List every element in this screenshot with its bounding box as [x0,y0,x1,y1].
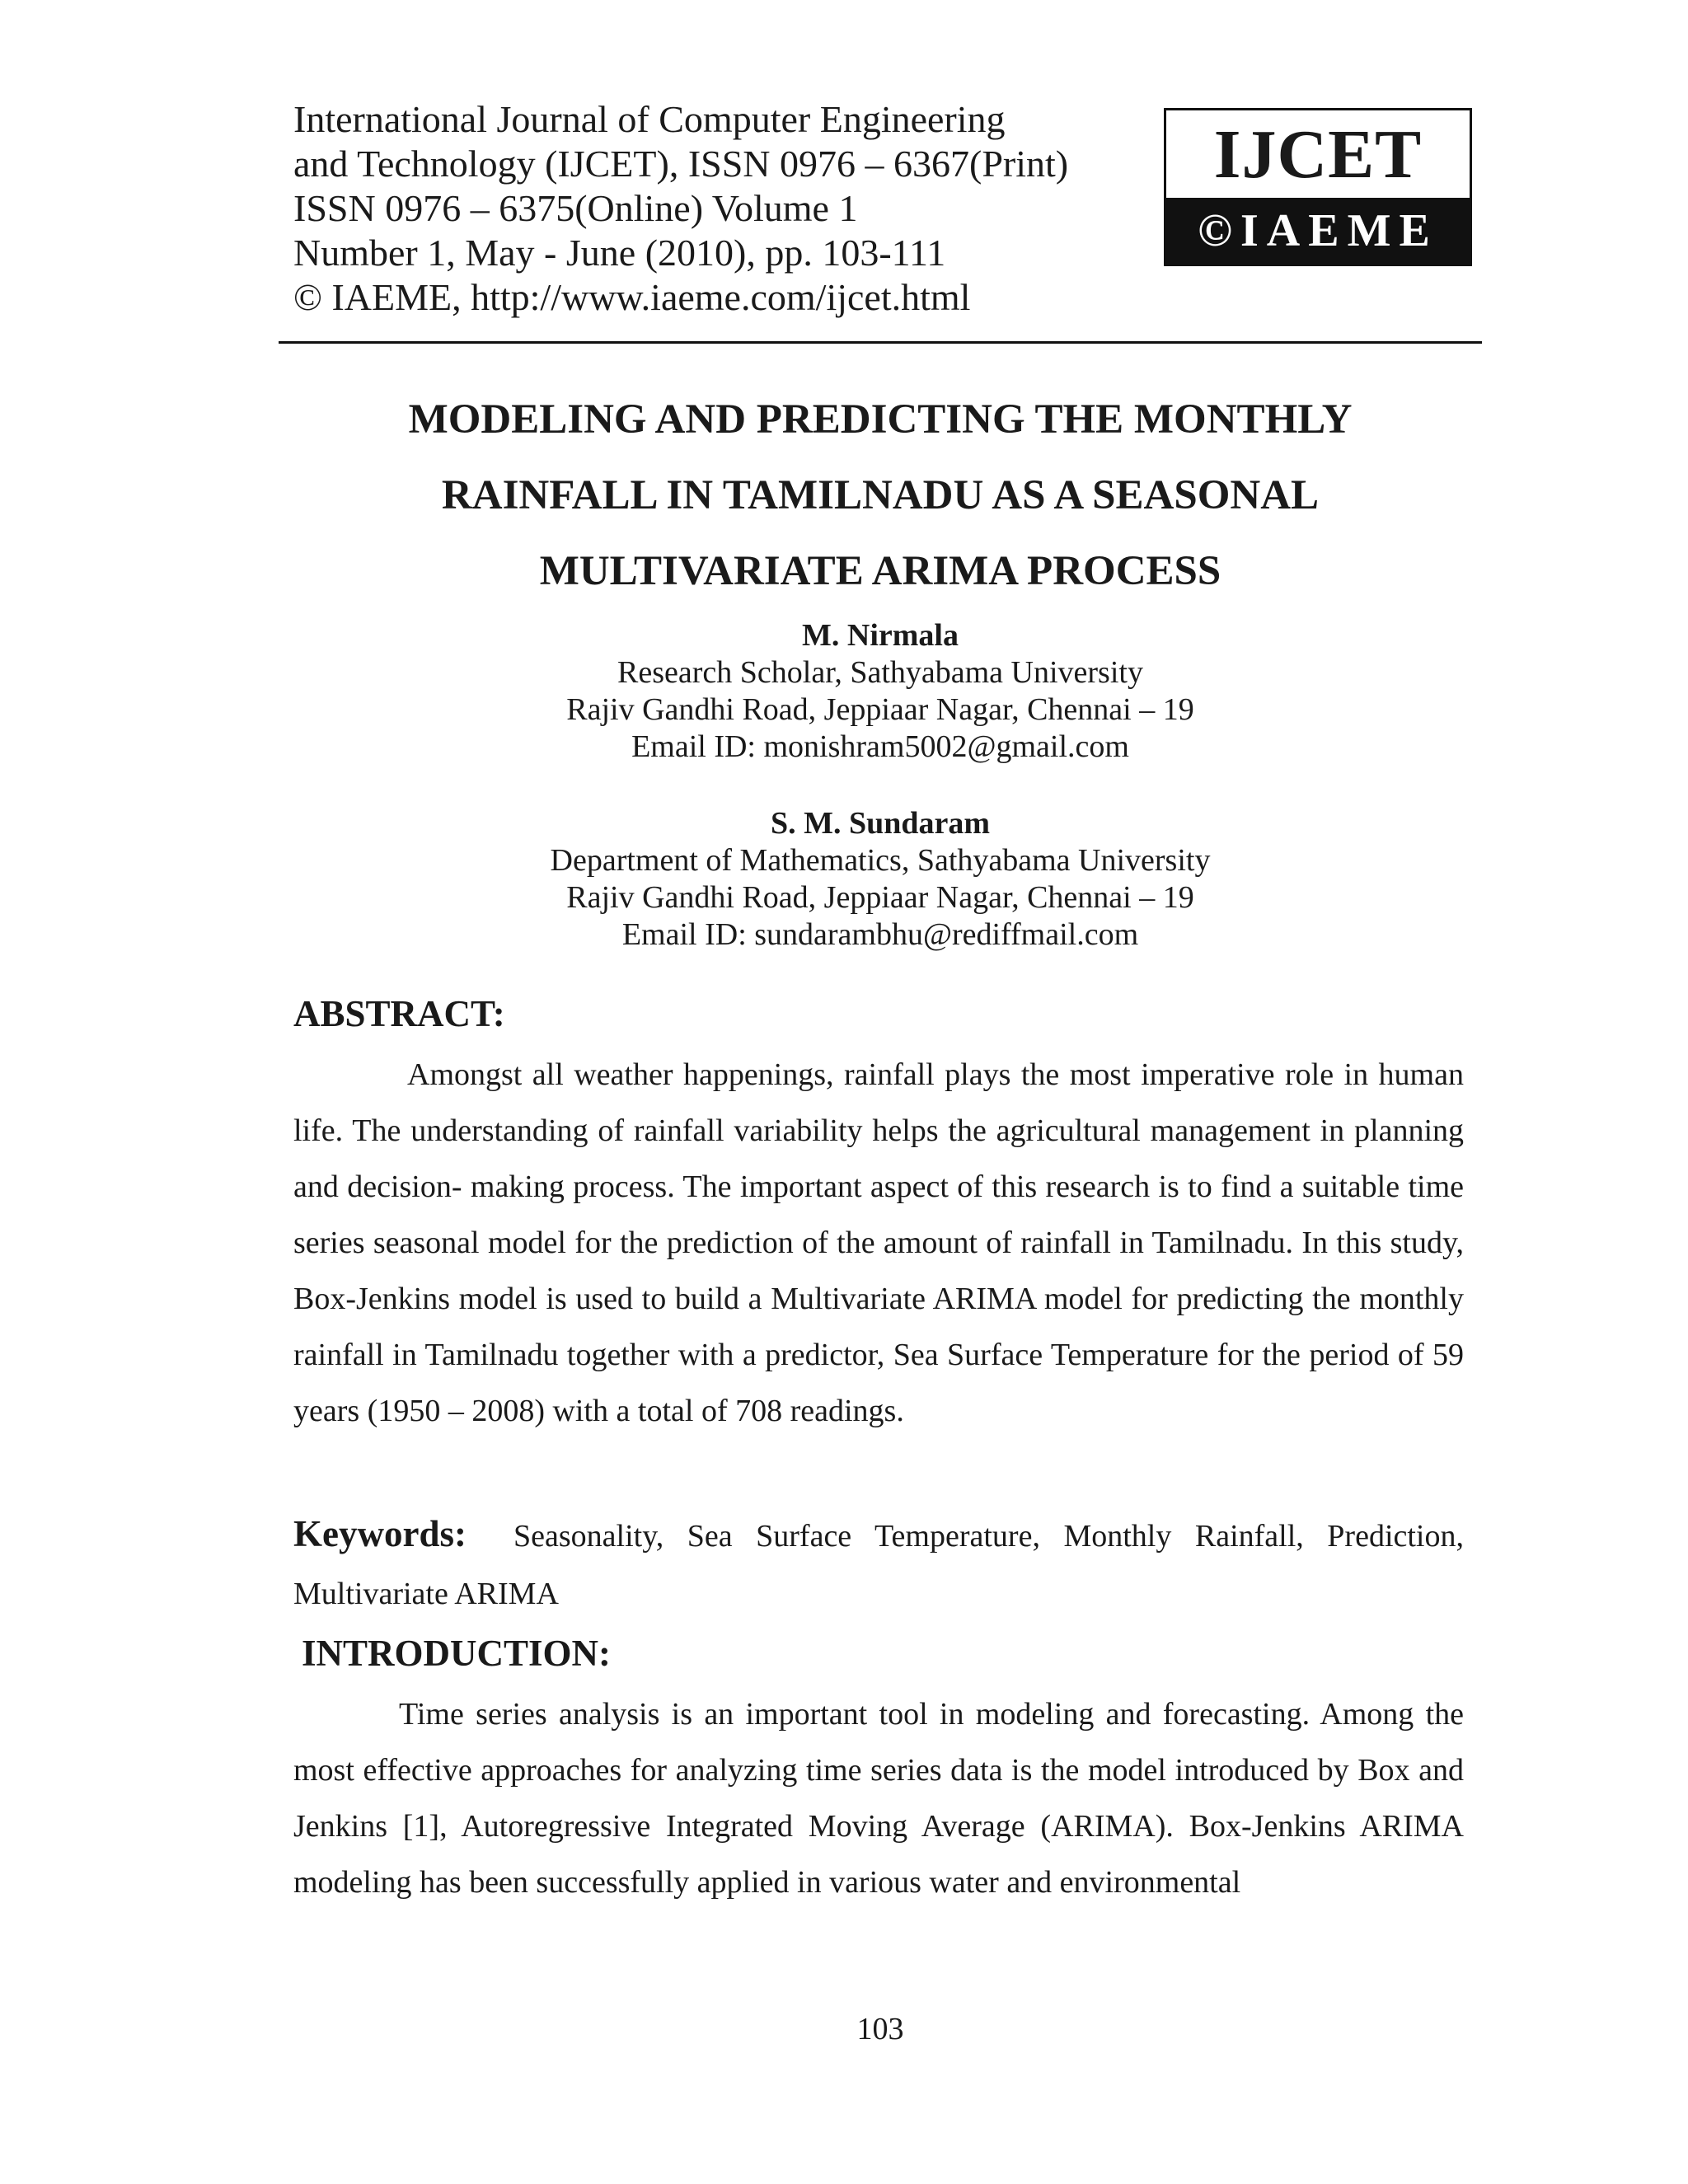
author-block [279,805,1482,954]
author-affiliation: Research Scholar, Sathyabama University [617,655,1143,690]
journal-line: International Journal of Computer Engineering [293,98,1006,140]
author-affiliation: Department of Mathematics, Sathyabama University [550,843,1211,878]
abstract-text: Amongst all weather happenings, rainfall plays the most imperative role in human life. The understanding of rainfall variability helps the agricultural management in planning and decision- making process. The important aspect of this research is to find a suitable time series seasonal model for the prediction of the amount of rainfall in Tamilnadu. In this study, Box-Jenkins model is used to build a Multivariate ARIMA model for predicting the monthly rainfall in Tamilnadu together with a predictor, Sea Surface Temperature for the period of 59 years (1950 – 2008) with a total of 708 readings. [293,1057,1464,1428]
introduction-text: Time series analysis is an important tool in modeling and forecasting. Among the most effective approaches for analyzing time series data is the model introduced by Box and Jenkins [1], Autoregressive Integrated Moving Average (ARIMA). Box-Jenkins ARIMA modeling has been successfully applied in various water and environmental [293,1697,1464,1900]
header-divider [279,341,1482,344]
journal-line: and Technology (IJCET), ISSN 0976 – 6367(Print) [293,143,1069,185]
journal-logo [1164,108,1472,266]
author-name: S. M. Sundaram [770,806,991,841]
journal-citation [293,97,1118,320]
author-address: Rajiv Gandhi Road, Jeppiaar Nagar, Chennai – 19 [566,692,1194,727]
paper-title [279,382,1482,609]
keywords [293,1505,1464,1623]
author-email: Email ID: monishram5002@gmail.com [631,729,1129,764]
author-email: Email ID: sundarambhu@rediffmail.com [621,917,1139,952]
journal-line: ISSN 0976 – 6375(Online) Volume 1 [293,187,858,229]
journal-line: © IAEME, http://www.iaeme.com/ijcet.html [293,276,971,318]
keywords-label: Keywords: [293,1513,467,1554]
author-block [279,617,1482,766]
logo-top-text: IJCET [1213,116,1423,193]
title-line: RAINFALL IN TAMILNADU AS A SEASONAL [441,472,1320,518]
title-line: MODELING AND PREDICTING THE MONTHLY [408,396,1353,443]
journal-line: Number 1, May - June (2010), pp. 103-111 [293,232,946,274]
author-name: M. Nirmala [802,618,959,653]
logo-bottom-text: ©IAEME [1166,198,1470,264]
keywords-text: Seasonality, Sea Surface Temperature, Monthly Rainfall, Prediction, Multivariate ARIMA [293,1519,1464,1611]
author-address: Rajiv Gandhi Road, Jeppiaar Nagar, Chennai – 19 [566,880,1194,915]
introduction-heading: INTRODUCTION: [302,1633,612,1674]
page-number: 103 [856,2012,904,2046]
abstract-heading: ABSTRACT: [293,993,505,1034]
title-line: MULTIVARIATE ARIMA PROCESS [539,548,1221,594]
